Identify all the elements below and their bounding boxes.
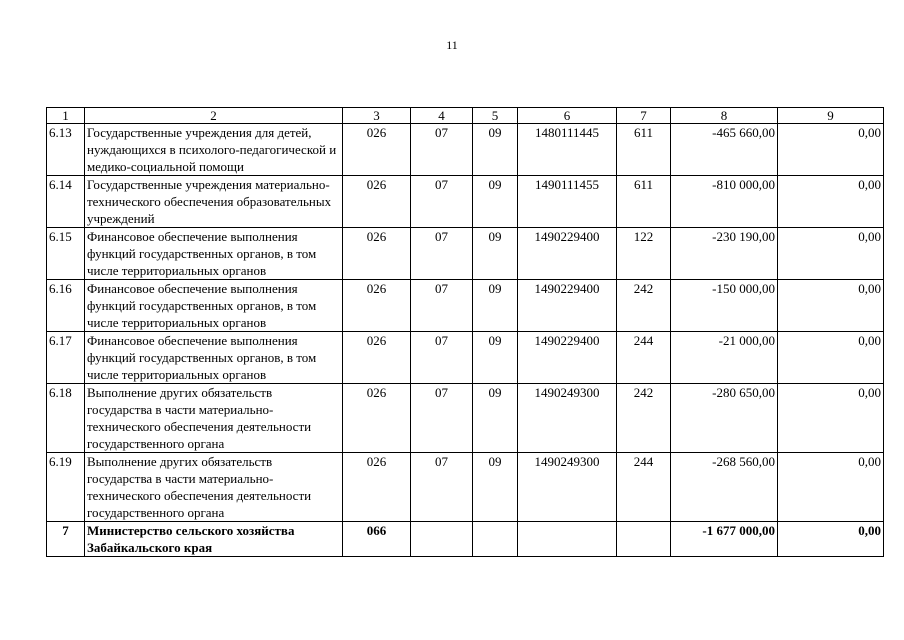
col4-code: 07 [411, 280, 473, 332]
col8-amount: -268 560,00 [671, 453, 778, 522]
col9-amount: 0,00 [778, 453, 884, 522]
col8-amount: -230 190,00 [671, 228, 778, 280]
col3-code: 026 [343, 124, 411, 176]
col3-code: 026 [343, 384, 411, 453]
col6-code: 1490229400 [518, 332, 617, 384]
col4-code: 07 [411, 332, 473, 384]
col3-code: 026 [343, 280, 411, 332]
total-row [47, 522, 884, 557]
col5-code: 09 [473, 384, 518, 453]
col4-code: 07 [411, 453, 473, 522]
header-cell: 3 [343, 108, 411, 124]
table-row [47, 176, 884, 228]
col9-amount: 0,00 [778, 176, 884, 228]
total-number: 7 [47, 522, 85, 557]
col6-code: 1480111445 [518, 124, 617, 176]
header-row [47, 108, 884, 124]
row-number: 6.17 [47, 332, 85, 384]
row-name: Финансовое обеспечение выполнения функций государственных органов, в том числе территориальных органов [85, 280, 343, 332]
col8-amount: -465 660,00 [671, 124, 778, 176]
col7-code: 244 [617, 332, 671, 384]
col9-amount: 0,00 [778, 384, 884, 453]
row-number: 6.14 [47, 176, 85, 228]
total-name: Министерство сельского хозяйства Забайкальского края [85, 522, 343, 557]
table-row [47, 453, 884, 522]
col3-code: 026 [343, 332, 411, 384]
header-cell: 1 [47, 108, 85, 124]
row-name: Государственные учреждения материально-технического обеспечения образовательных учреждений [85, 176, 343, 228]
col5-code: 09 [473, 228, 518, 280]
page-number: 11 [446, 38, 458, 52]
header-cell: 5 [473, 108, 518, 124]
table-row [47, 332, 884, 384]
col3-code: 026 [343, 453, 411, 522]
total-col8-amount: -1 677 000,00 [671, 522, 778, 557]
total-col9-amount: 0,00 [778, 522, 884, 557]
col6-code: 1490111455 [518, 176, 617, 228]
row-name: Выполнение других обязательств государства в части материально-технического обеспечения деятельности государственного органа [85, 384, 343, 453]
row-number: 6.16 [47, 280, 85, 332]
col4-code: 07 [411, 228, 473, 280]
col5-code: 09 [473, 124, 518, 176]
col3-code: 026 [343, 176, 411, 228]
col5-code: 09 [473, 280, 518, 332]
header-cell: 2 [85, 108, 343, 124]
table-row [47, 124, 884, 176]
total-col5-code [473, 522, 518, 557]
row-name: Выполнение других обязательств государства в части материально-технического обеспечения деятельности государственного органа [85, 453, 343, 522]
table-row [47, 384, 884, 453]
total-col6-code [518, 522, 617, 557]
row-number: 6.15 [47, 228, 85, 280]
total-col4-code [411, 522, 473, 557]
col5-code: 09 [473, 176, 518, 228]
table-row [47, 228, 884, 280]
col4-code: 07 [411, 176, 473, 228]
col7-code: 244 [617, 453, 671, 522]
col9-amount: 0,00 [778, 228, 884, 280]
col7-code: 242 [617, 280, 671, 332]
total-col7-code [617, 522, 671, 557]
col9-amount: 0,00 [778, 124, 884, 176]
col7-code: 611 [617, 124, 671, 176]
col5-code: 09 [473, 453, 518, 522]
table-row [47, 280, 884, 332]
col6-code: 1490229400 [518, 280, 617, 332]
row-name: Финансовое обеспечение выполнения функций государственных органов, в том числе территориальных органов [85, 332, 343, 384]
col8-amount: -810 000,00 [671, 176, 778, 228]
header-cell: 6 [518, 108, 617, 124]
header-cell: 4 [411, 108, 473, 124]
header-cell: 9 [778, 108, 884, 124]
col8-amount: -280 650,00 [671, 384, 778, 453]
col9-amount: 0,00 [778, 280, 884, 332]
col4-code: 07 [411, 384, 473, 453]
row-number: 6.18 [47, 384, 85, 453]
budget-table [46, 107, 884, 557]
col8-amount: -21 000,00 [671, 332, 778, 384]
row-number: 6.19 [47, 453, 85, 522]
col6-code: 1490249300 [518, 384, 617, 453]
col8-amount: -150 000,00 [671, 280, 778, 332]
header-cell: 8 [671, 108, 778, 124]
row-name: Финансовое обеспечение выполнения функций государственных органов, в том числе территориальных органов [85, 228, 343, 280]
col3-code: 026 [343, 228, 411, 280]
row-name: Государственные учреждения для детей, нуждающихся в психолого-педагогической и медико-социальной помощи [85, 124, 343, 176]
col5-code: 09 [473, 332, 518, 384]
total-col3-code: 066 [343, 522, 411, 557]
row-number: 6.13 [47, 124, 85, 176]
col6-code: 1490249300 [518, 453, 617, 522]
col7-code: 122 [617, 228, 671, 280]
col7-code: 242 [617, 384, 671, 453]
header-cell: 7 [617, 108, 671, 124]
col7-code: 611 [617, 176, 671, 228]
col4-code: 07 [411, 124, 473, 176]
col6-code: 1490229400 [518, 228, 617, 280]
col9-amount: 0,00 [778, 332, 884, 384]
